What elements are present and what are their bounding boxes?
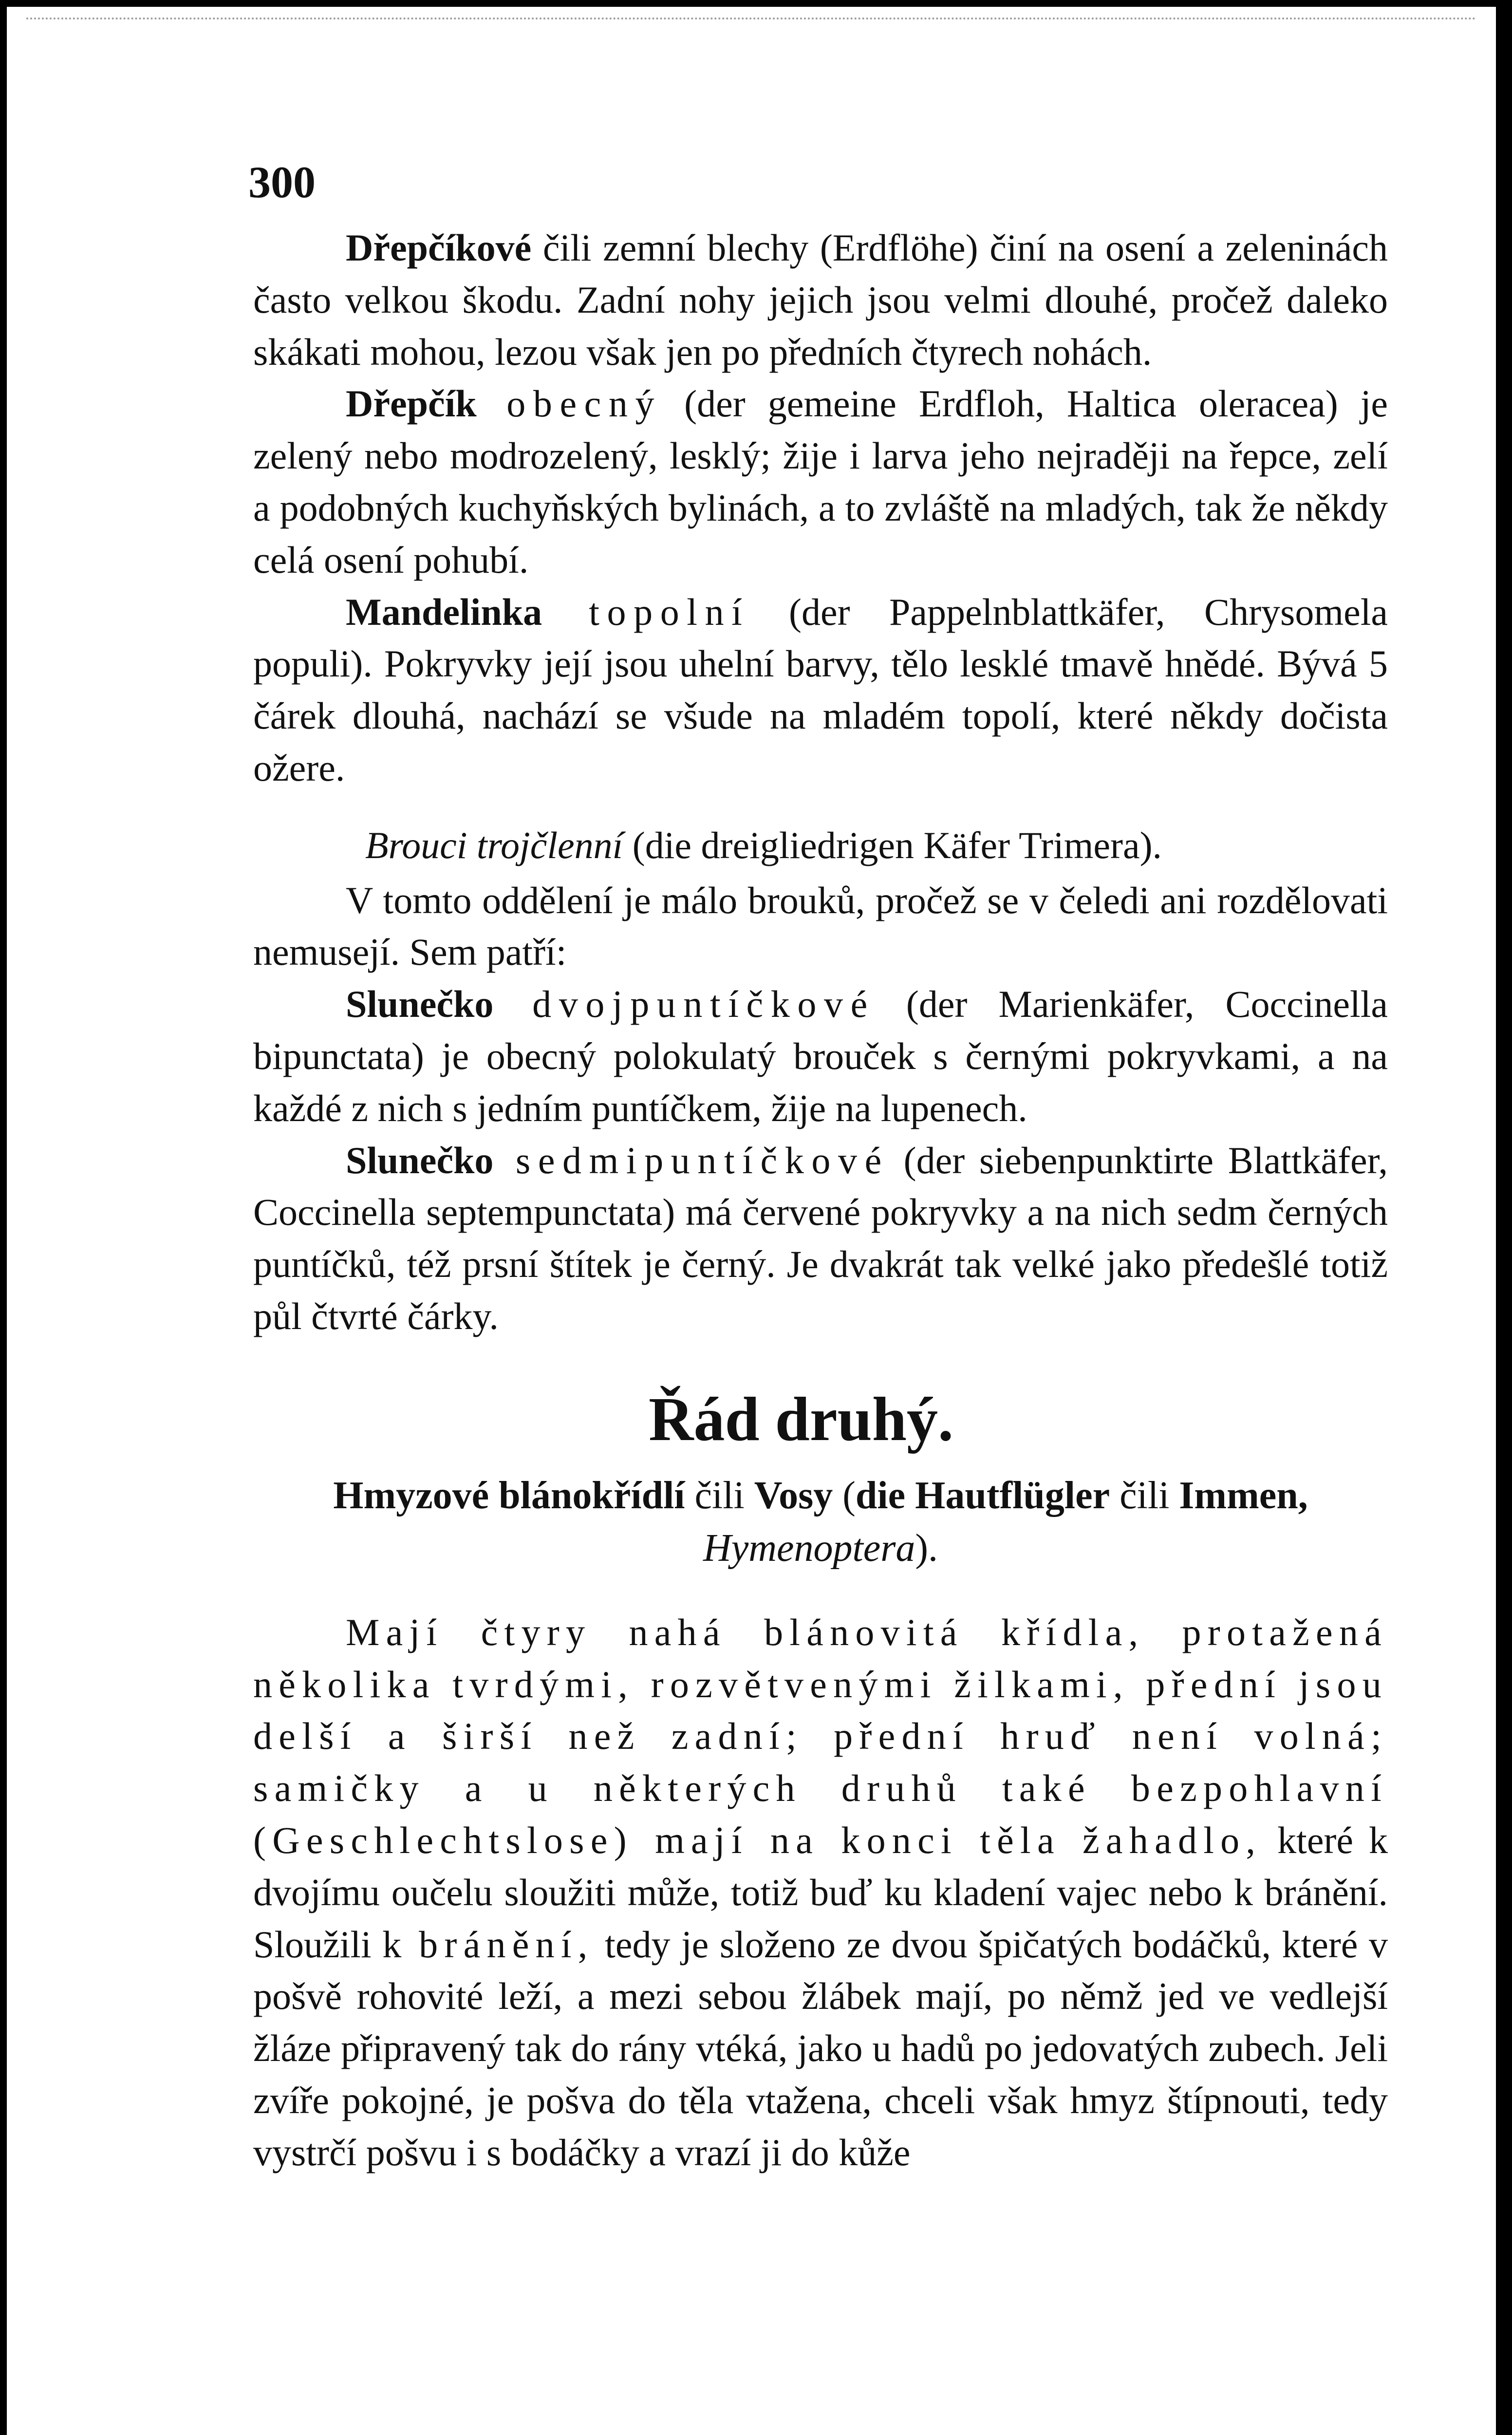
order-heading-paren-open: ( <box>833 1474 856 1517</box>
order-title: Řád druhý. <box>649 1384 953 1454</box>
page-content <box>248 153 1388 2179</box>
paragraph-slunecko-sedmipuntickove <box>253 1135 1388 1343</box>
order-heading-paren-close: ). <box>915 1526 938 1570</box>
order-heading-german2: Immen, <box>1179 1474 1308 1517</box>
description-spaced: Mají čtyry nahá blánovitá křídla, protažená několika tvrdými, rozvětvenými žilkami, přední jsou delší a širší než zadní; přední hruď není volná; samičky a u některých druhů také bezpohlavní (Geschlechtslose) mají na konci těla žahadlo, <box>253 1611 1388 1861</box>
page-sheet <box>7 7 1496 2435</box>
page-number: 300 <box>248 157 316 207</box>
entry-text: (der gemeine Erdfloh, Haltica oleracea) je zelený nebo modrozelený, lesklý; žije i larva jeho nejraději na řepce, zelí a podobných kuchyňských bylinách, a to zvláště na mladých, tak že někdy celá osení pohubí. <box>253 382 1388 581</box>
order-heading-name2: Vosy <box>754 1474 833 1517</box>
entry-spaced: sedmipuntíčkové <box>493 1139 889 1181</box>
order-heading-name: Hmyzové blánokřídlí <box>333 1474 685 1517</box>
paragraph-drepcikove <box>253 222 1388 378</box>
description-text: které k dvojímu oučelu sloužiti může, totiž buď ku kladení vajec nebo k bránění. Sloužili k <box>253 1818 1388 1966</box>
entry-text: (der siebenpunktirte Blattkäfer, Coccinella septempunctata) má červené pokryvky a na nich sedm černých puntíčků, též prsní štítek je černý. Je dvakrát tak velké jako předešlé totiž půl čtvrté čárky. <box>253 1139 1388 1337</box>
paragraph-drepcik-obecny <box>253 378 1388 586</box>
order-heading <box>253 1469 1388 1574</box>
entry-spaced: dvojpuntíčkové <box>493 983 875 1026</box>
section-subheading <box>253 820 1388 872</box>
entry-lead: Dřepčík <box>346 382 477 425</box>
paragraph-hymenoptera-description <box>253 1607 1388 2179</box>
order-heading-german: die Hautflügler <box>855 1474 1110 1517</box>
entry-text: čili zemní blechy (Erdflöhe) činí na osení a zeleninách často velkou škodu. Zadní nohy jejich jsou velmi dlouhé, pročež daleko skákati mohou, lezou však jen po předních čtyrech nohách. <box>253 226 1388 373</box>
entry-spaced: topolní <box>542 590 750 633</box>
order-heading-latin: Hymenoptera <box>703 1526 915 1570</box>
entry-text: (der Pappelnblattkäfer, Chrysomela populi). Pokryvky její jsou uhelní barvy, tělo lesklé tmavě hnědé. Bývá 5 čárek dlouhá, nachází se všude na mladém topolí, které někdy dočista ožere. <box>253 590 1388 789</box>
order-heading-conj2: čili <box>1110 1474 1179 1517</box>
paragraph-oddeleni <box>253 875 1388 979</box>
description-text2: tedy je složeno ze dvou špičatých bodáčků, které v pošvě rohovité leží, a mezi sebou žlábek mají, po němž jed ve vedlejší žláze připravený tak do rány vtéká, jako u hadů po jedovatých zubech. Jeli zvíře pokojné, je pošva do těla vtažena, chceli však hmyz štípnouti, tedy vystrčí pošvu i s bodáčky a vrazí ji do kůže <box>253 1923 1388 2173</box>
description-spaced2: bránění, <box>401 1923 594 1966</box>
order-heading-conj: čili <box>685 1474 754 1517</box>
entry-lead: Dřepčíkové <box>346 226 532 269</box>
scan-edge-line <box>26 18 1476 19</box>
paragraph-slunecko-dvojpuntickove <box>253 978 1388 1134</box>
paragraph-mandelinka <box>253 586 1388 794</box>
entry-text: V tomto oddělení je málo brouků, pročež se v čeledi ani rozdělovati nemusejí. Sem patří: <box>253 879 1388 974</box>
subheading-italic: Brouci trojčlenní <box>365 824 623 866</box>
entry-lead: Slunečko <box>346 983 494 1026</box>
entry-spaced: obecný <box>476 382 662 425</box>
entry-lead: Mandelinka <box>346 590 542 633</box>
subheading-rest: (die dreigliedrigen Käfer Trimera). <box>623 824 1162 866</box>
entry-lead: Slunečko <box>346 1139 494 1181</box>
entry-text: (der Marienkäfer, Coccinella bipunctata) je obecný polokulatý brouček s černými pokryvkami, a na každé z nich s jedním puntíčkem, žije na lupenech. <box>253 983 1388 1129</box>
